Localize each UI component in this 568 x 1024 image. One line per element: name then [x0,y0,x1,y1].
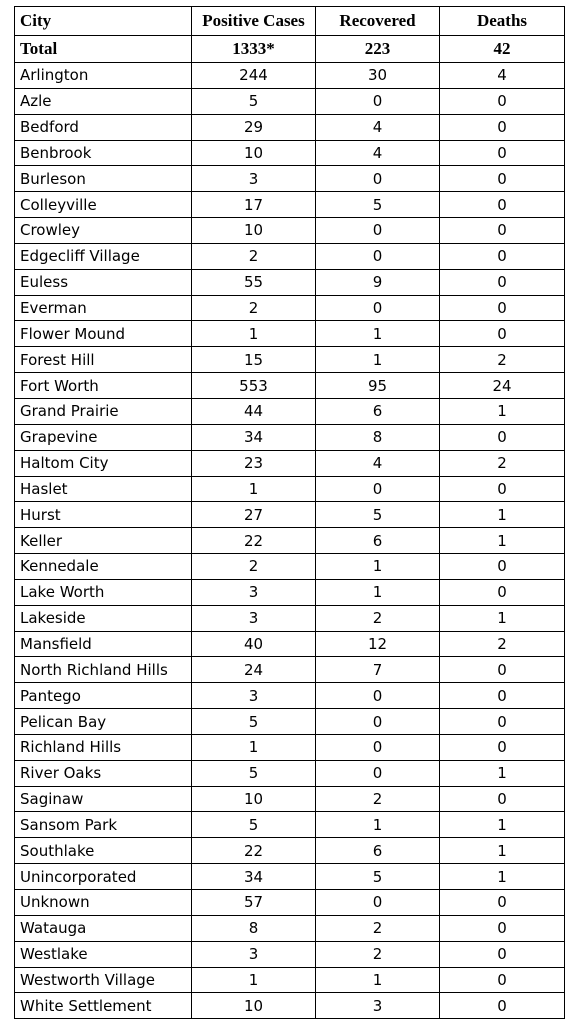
cell-deaths: 1 [440,528,565,554]
table-row [15,269,565,295]
total-positive-cases: 1333* [192,36,316,63]
cell-deaths: 0 [440,243,565,269]
column-header-positive-cases: Positive Cases [192,7,316,36]
table-header [15,7,565,36]
cell-city: Southlake [15,838,192,864]
cell-positive-cases: 5 [192,812,316,838]
cell-deaths: 0 [440,295,565,321]
column-header-city: City [15,7,192,36]
cell-deaths: 0 [440,424,565,450]
cell-recovered: 1 [316,554,440,580]
cell-city: Haslet [15,476,192,502]
cell-city: Hurst [15,502,192,528]
cell-positive-cases: 5 [192,88,316,114]
table-row [15,890,565,916]
cell-deaths: 1 [440,605,565,631]
cell-deaths: 0 [440,192,565,218]
cell-deaths: 0 [440,734,565,760]
table-row [15,192,565,218]
cell-city: Lakeside [15,605,192,631]
table-row [15,812,565,838]
table-row [15,838,565,864]
cell-positive-cases: 22 [192,838,316,864]
cell-city: Crowley [15,218,192,244]
cell-recovered: 2 [316,786,440,812]
cell-recovered: 0 [316,243,440,269]
cell-positive-cases: 10 [192,140,316,166]
table-row [15,554,565,580]
cell-positive-cases: 1 [192,734,316,760]
table-row [15,915,565,941]
cell-recovered: 4 [316,450,440,476]
cell-city: Westlake [15,941,192,967]
table-row [15,734,565,760]
table-row [15,373,565,399]
cell-city: Pantego [15,683,192,709]
cell-deaths: 0 [440,709,565,735]
cell-positive-cases: 17 [192,192,316,218]
cell-positive-cases: 15 [192,347,316,373]
cases-table [14,6,565,1019]
cell-city: Sansom Park [15,812,192,838]
table-row [15,218,565,244]
cell-recovered: 5 [316,502,440,528]
cell-city: White Settlement [15,993,192,1019]
cell-positive-cases: 57 [192,890,316,916]
table-row [15,528,565,554]
column-header-deaths: Deaths [440,7,565,36]
cell-city: Colleyville [15,192,192,218]
cell-city: Bedford [15,114,192,140]
cell-positive-cases: 10 [192,786,316,812]
cell-deaths: 0 [440,554,565,580]
cell-recovered: 2 [316,605,440,631]
cell-city: Kennedale [15,554,192,580]
cell-recovered: 5 [316,864,440,890]
cell-city: Westworth Village [15,967,192,993]
cell-recovered: 4 [316,140,440,166]
cell-deaths: 0 [440,166,565,192]
cell-deaths: 1 [440,398,565,424]
table-row [15,450,565,476]
cell-city: Forest Hill [15,347,192,373]
cell-recovered: 0 [316,88,440,114]
cell-city: Unknown [15,890,192,916]
cell-positive-cases: 3 [192,941,316,967]
cell-deaths: 0 [440,269,565,295]
cell-recovered: 3 [316,993,440,1019]
table-row [15,398,565,424]
cell-recovered: 30 [316,63,440,89]
cell-deaths: 2 [440,450,565,476]
table-body [15,36,565,1019]
cell-deaths: 1 [440,838,565,864]
total-row [15,36,565,63]
cell-positive-cases: 44 [192,398,316,424]
cell-recovered: 0 [316,760,440,786]
cell-positive-cases: 55 [192,269,316,295]
cell-positive-cases: 22 [192,528,316,554]
table-row [15,967,565,993]
cell-recovered: 0 [316,295,440,321]
cell-deaths: 4 [440,63,565,89]
cell-city: Edgecliff Village [15,243,192,269]
cell-recovered: 0 [316,709,440,735]
cell-deaths: 0 [440,683,565,709]
cell-recovered: 95 [316,373,440,399]
cell-recovered: 1 [316,812,440,838]
table-row [15,424,565,450]
cell-positive-cases: 244 [192,63,316,89]
cell-recovered: 1 [316,321,440,347]
cell-city: Lake Worth [15,579,192,605]
cell-deaths: 1 [440,812,565,838]
cell-deaths: 0 [440,657,565,683]
cell-positive-cases: 5 [192,760,316,786]
cell-positive-cases: 3 [192,605,316,631]
cell-deaths: 0 [440,218,565,244]
cell-recovered: 0 [316,166,440,192]
cell-positive-cases: 8 [192,915,316,941]
table-row [15,657,565,683]
cell-deaths: 0 [440,321,565,347]
cell-positive-cases: 2 [192,243,316,269]
cell-deaths: 0 [440,786,565,812]
cell-deaths: 0 [440,890,565,916]
cell-city: Pelican Bay [15,709,192,735]
cell-city: Unincorporated [15,864,192,890]
cell-city: Azle [15,88,192,114]
cell-recovered: 0 [316,734,440,760]
column-header-recovered: Recovered [316,7,440,36]
table-row [15,321,565,347]
table-row [15,993,565,1019]
cell-deaths: 1 [440,760,565,786]
cell-deaths: 2 [440,631,565,657]
table-row [15,683,565,709]
cell-deaths: 0 [440,941,565,967]
cell-recovered: 1 [316,347,440,373]
cell-city: Fort Worth [15,373,192,399]
table-row [15,114,565,140]
cell-deaths: 24 [440,373,565,399]
cell-recovered: 5 [316,192,440,218]
cell-positive-cases: 29 [192,114,316,140]
cell-positive-cases: 3 [192,166,316,192]
table-row [15,140,565,166]
table-row [15,864,565,890]
cell-deaths: 1 [440,502,565,528]
cell-recovered: 6 [316,398,440,424]
cell-positive-cases: 1 [192,476,316,502]
cell-recovered: 12 [316,631,440,657]
cell-positive-cases: 23 [192,450,316,476]
cell-city: Benbrook [15,140,192,166]
cell-city: River Oaks [15,760,192,786]
table-row [15,243,565,269]
cell-recovered: 7 [316,657,440,683]
cell-city: Arlington [15,63,192,89]
cell-city: Flower Mound [15,321,192,347]
cell-deaths: 0 [440,88,565,114]
cell-city: Haltom City [15,450,192,476]
table-row [15,88,565,114]
cell-city: Richland Hills [15,734,192,760]
table-row [15,605,565,631]
cell-deaths: 0 [440,915,565,941]
cell-positive-cases: 2 [192,295,316,321]
cell-recovered: 0 [316,218,440,244]
header-row [15,7,565,36]
cell-deaths: 0 [440,967,565,993]
cell-positive-cases: 1 [192,967,316,993]
cell-positive-cases: 553 [192,373,316,399]
cell-city: Grapevine [15,424,192,450]
cell-recovered: 9 [316,269,440,295]
table-row [15,502,565,528]
table-row [15,760,565,786]
cell-city: Grand Prairie [15,398,192,424]
cell-deaths: 0 [440,140,565,166]
table-row [15,709,565,735]
total-recovered: 223 [316,36,440,63]
cell-positive-cases: 34 [192,864,316,890]
cell-deaths: 0 [440,476,565,502]
cell-positive-cases: 10 [192,218,316,244]
total-label: Total [15,36,192,63]
cell-recovered: 6 [316,528,440,554]
table-row [15,63,565,89]
cell-positive-cases: 34 [192,424,316,450]
cell-recovered: 6 [316,838,440,864]
cell-city: Saginaw [15,786,192,812]
table-row [15,347,565,373]
cell-city: Keller [15,528,192,554]
table-row [15,786,565,812]
cell-positive-cases: 24 [192,657,316,683]
cell-positive-cases: 27 [192,502,316,528]
cell-city: Mansfield [15,631,192,657]
total-deaths: 42 [440,36,565,63]
cell-recovered: 0 [316,683,440,709]
cell-positive-cases: 10 [192,993,316,1019]
cell-recovered: 0 [316,476,440,502]
cell-deaths: 0 [440,993,565,1019]
cell-deaths: 2 [440,347,565,373]
cell-deaths: 1 [440,864,565,890]
cell-recovered: 8 [316,424,440,450]
cell-recovered: 1 [316,967,440,993]
table-row [15,295,565,321]
table-row [15,476,565,502]
cell-recovered: 4 [316,114,440,140]
cell-deaths: 0 [440,579,565,605]
cell-positive-cases: 2 [192,554,316,580]
cell-recovered: 1 [316,579,440,605]
cell-positive-cases: 3 [192,683,316,709]
table-row [15,631,565,657]
cell-city: Everman [15,295,192,321]
cell-positive-cases: 40 [192,631,316,657]
table-row [15,166,565,192]
cell-city: Burleson [15,166,192,192]
cell-city: Watauga [15,915,192,941]
cell-recovered: 0 [316,890,440,916]
table-row [15,579,565,605]
cell-city: North Richland Hills [15,657,192,683]
cell-positive-cases: 3 [192,579,316,605]
cell-positive-cases: 5 [192,709,316,735]
cell-recovered: 2 [316,915,440,941]
cell-positive-cases: 1 [192,321,316,347]
cell-recovered: 2 [316,941,440,967]
cell-city: Euless [15,269,192,295]
table-row [15,941,565,967]
cell-deaths: 0 [440,114,565,140]
